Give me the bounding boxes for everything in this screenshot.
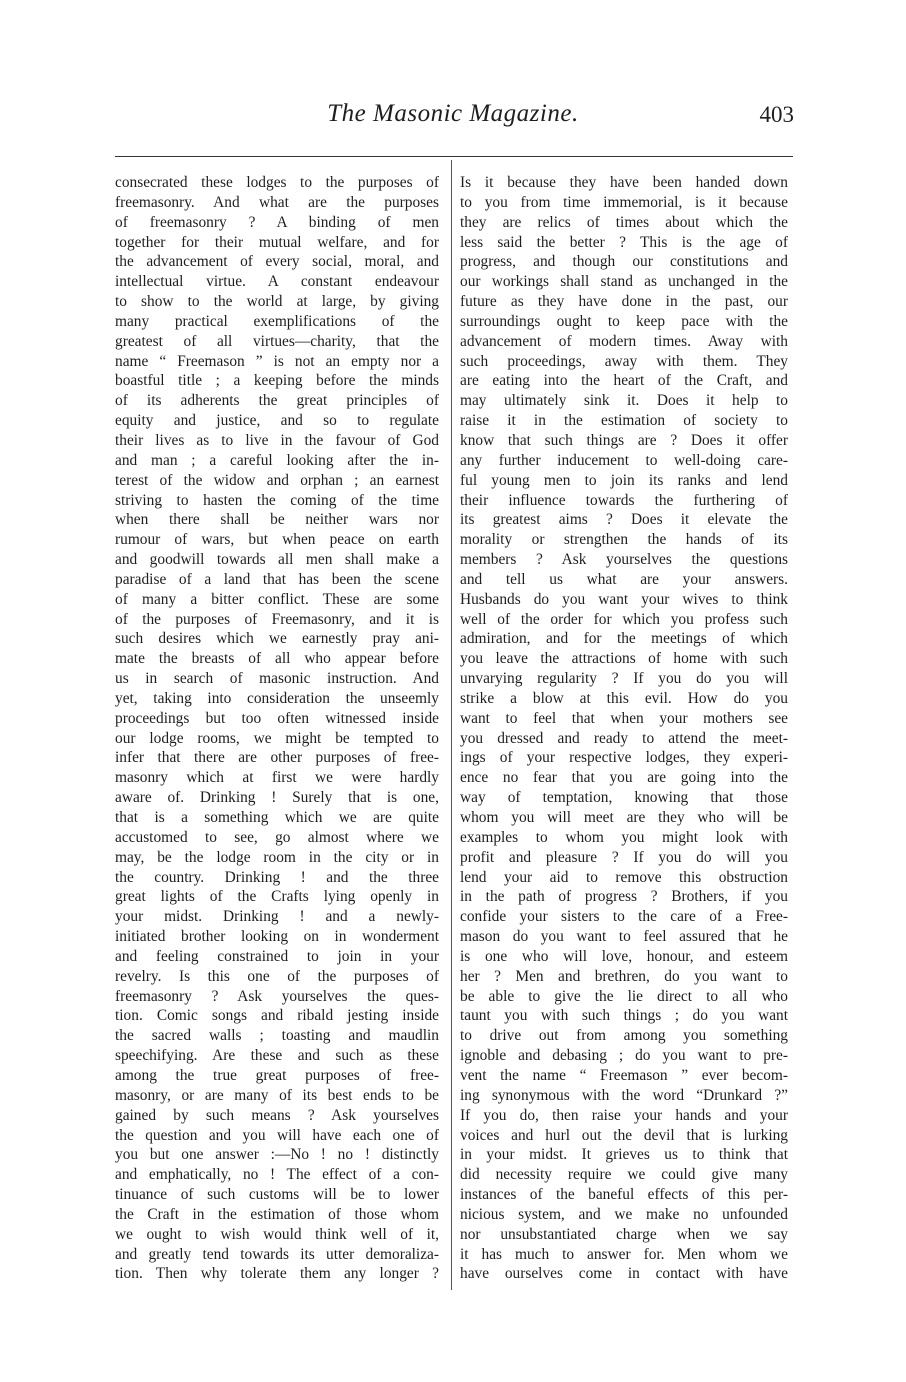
text-line: may ultimately sink it. Does it help to — [460, 392, 788, 410]
text-line: Is it because they have been handed down — [460, 174, 788, 191]
right-column — [460, 173, 788, 1284]
header-rule — [115, 156, 793, 157]
text-line: name “ Freemason ” is not an empty nor a — [115, 352, 439, 370]
text-line: the Craft in the estimation of those whom — [115, 1205, 439, 1223]
text-line: in your midst. It grieves us to think that — [460, 1146, 788, 1164]
text-line: to drive out from among you something — [460, 1027, 788, 1045]
text-line: lend your aid to remove this obstruction — [460, 868, 788, 886]
text-line: ing synonymous with the word “Drunkard ?” — [460, 1086, 788, 1104]
text-line: you leave the attractions of home with such — [460, 650, 788, 668]
text-line: strike a blow at this evil. How do you — [460, 689, 788, 707]
text-line: tion. Comic songs and ribald jesting inside — [115, 1007, 439, 1025]
text-line: accustomed to see, go almost where we — [115, 828, 439, 846]
text-line: voices and hurl out the devil that is lurking — [460, 1126, 788, 1144]
text-line: ings of your respective lodges, they experi- — [460, 749, 788, 767]
text-line: they are relics of times about which the — [460, 213, 788, 231]
text-line: the country. Drinking ! and the three — [115, 868, 439, 886]
text-line: when there shall be neither wars nor — [115, 511, 439, 529]
text-line: and greatly tend towards its utter demoraliza- — [115, 1245, 439, 1263]
text-line: paradise of a land that has been the scene — [115, 570, 439, 588]
text-line: its greatest aims ? Does it elevate the — [460, 511, 788, 529]
text-line: profit and pleasure ? If you do will you — [460, 848, 788, 866]
text-line: and emphatically, no ! The effect of a con- — [115, 1166, 439, 1184]
text-line: their influence towards the furthering of — [460, 491, 788, 509]
text-line: taunt you with such things ; do you want — [460, 1007, 788, 1025]
page-number: 403 — [759, 102, 794, 127]
text-line: progress, and though our constitutions and — [460, 253, 788, 271]
text-line: Husbands do you want your wives to think — [460, 590, 788, 608]
text-line: such proceedings, away with them. They — [460, 352, 788, 370]
text-line: equity and justice, and so to regulate — [115, 412, 439, 430]
text-line: ence no fear that you are going into the — [460, 769, 788, 787]
text-line: If you do, then raise your hands and your — [460, 1106, 788, 1124]
text-line: mason do you want to feel assured that he — [460, 928, 788, 946]
text-line: whom you will meet are they who will be — [460, 809, 788, 826]
text-line: of the purposes of Freemasonry, and it is — [115, 610, 439, 628]
text-line: in the path of progress ? Brothers, if you — [460, 888, 788, 906]
text-line: ful young men to join its ranks and lend — [460, 471, 788, 489]
text-line: speechifying. Are these and such as these — [115, 1047, 439, 1065]
text-line: and goodwill towards all men shall make a — [115, 551, 439, 569]
text-line: any further inducement to well-doing care- — [460, 451, 788, 469]
text-line: well of the order for which you profess such — [460, 610, 788, 628]
text-line: revelry. Is this one of the purposes of — [115, 967, 439, 985]
text-line: our lodge rooms, we might be tempted to — [115, 729, 439, 747]
text-line: you dressed and ready to attend the meet- — [460, 729, 788, 747]
text-line: consecrated these lodges to the purposes of — [115, 174, 439, 191]
text-line: raise it in the estimation of society to — [460, 412, 788, 430]
text-line: great lights of the Crafts lying openly in — [115, 888, 439, 906]
text-line: nor unsubstantiated charge when we say — [460, 1225, 788, 1243]
text-line: masonry which at first we were hardly — [115, 769, 439, 787]
text-line: mate the breasts of all who appear before — [115, 650, 439, 668]
text-line: did necessity require we could give many — [460, 1166, 788, 1184]
text-line: vent the name “ Freemason ” ever becom- — [460, 1066, 788, 1084]
text-line: initiated brother looking on in wonderment — [115, 928, 439, 946]
text-line: tinuance of such customs will be to lower — [115, 1186, 439, 1204]
text-line: and man ; a careful looking after the in- — [115, 451, 439, 469]
text-line: admiration, and for the meetings of which — [460, 630, 788, 648]
text-line: want to feel that when your mothers see — [460, 709, 788, 727]
text-line: the question and you will have each one of — [115, 1126, 439, 1144]
text-line: are eating into the heart of the Craft, and — [460, 372, 788, 390]
text-line: proceedings but too often witnessed inside — [115, 709, 439, 727]
text-line: intellectual virtue. A constant endeavour — [115, 273, 439, 291]
text-line: the sacred walls ; toasting and maudlin — [115, 1027, 439, 1045]
text-line: ignoble and debasing ; do you want to pre- — [460, 1047, 788, 1065]
page-title: The Masonic Magazine. — [327, 100, 579, 127]
text-line: boastful title ; a keeping before the minds — [115, 372, 439, 390]
text-line: may, be the lodge room in the city or in — [115, 848, 439, 866]
text-line: tion. Then why tolerate them any longer ? — [115, 1265, 439, 1283]
text-line: such desires which we earnestly pray ani- — [115, 630, 439, 648]
text-line: we ought to wish would think well of it, — [115, 1225, 439, 1243]
text-line: and tell us what are your answers. — [460, 570, 788, 588]
text-line: masonry, or are many of its best ends to be — [115, 1086, 439, 1104]
text-line: nicious system, and we make no unfounded — [460, 1205, 788, 1223]
text-line: unvarying regularity ? If you do you will — [460, 670, 788, 688]
running-header — [0, 96, 906, 136]
text-line: among the true great purposes of free- — [115, 1066, 439, 1084]
text-line: that is a something which we are quite — [115, 809, 439, 826]
text-line: her ? Men and brethren, do you want to — [460, 967, 788, 985]
text-line: terest of the widow and orphan ; an earnest — [115, 471, 439, 489]
text-line: you but one answer :—No ! no ! distinctly — [115, 1146, 439, 1164]
text-line: morality or strengthen the hands of its — [460, 531, 788, 549]
text-line: to show to the world at large, by giving — [115, 293, 439, 311]
text-line: examples to whom you might look with — [460, 828, 788, 846]
text-line: freemasonry. And what are the purposes — [115, 193, 439, 211]
text-line: striving to hasten the coming of the time — [115, 491, 439, 509]
text-line: instances of the baneful effects of this per- — [460, 1186, 788, 1204]
text-line: members ? Ask yourselves the questions — [460, 551, 788, 569]
text-line: their lives as to live in the favour of God — [115, 431, 439, 449]
text-line: advancement of modern times. Away with — [460, 332, 788, 350]
text-line: way of temptation, knowing that those — [460, 789, 788, 807]
text-line: freemasonry ? Ask yourselves the ques- — [115, 987, 439, 1005]
text-line: the advancement of every social, moral, and — [115, 253, 439, 271]
text-line: know that such things are ? Does it offer — [460, 431, 788, 449]
text-line: is one who will love, honour, and esteem — [460, 947, 788, 965]
text-line: our workings shall stand as unchanged in the — [460, 273, 788, 291]
text-line: many practical exemplifications of the — [115, 312, 439, 330]
text-line: of its adherents the great principles of — [115, 392, 439, 410]
text-line: it has much to answer for. Men whom we — [460, 1245, 788, 1263]
text-line: and feeling constrained to join in your — [115, 947, 439, 965]
text-line: gained by such means ? Ask yourselves — [115, 1106, 439, 1124]
text-line: greatest of all virtues—charity, that the — [115, 332, 439, 350]
text-line: to you from time immemorial, is it because — [460, 193, 788, 211]
text-line: be able to give the lie direct to all who — [460, 987, 788, 1005]
text-line: rumour of wars, but when peace on earth — [115, 531, 439, 549]
text-line: together for their mutual welfare, and for — [115, 233, 439, 251]
column-divider — [451, 160, 452, 1290]
text-line: confide your sisters to the care of a Free- — [460, 908, 788, 926]
text-line: infer that there are other purposes of free- — [115, 749, 439, 767]
text-line: your midst. Drinking ! and a newly- — [115, 908, 439, 926]
text-line: us in search of masonic instruction. And — [115, 670, 439, 688]
left-column — [115, 173, 439, 1284]
text-line: have ourselves come in contact with have — [460, 1265, 788, 1283]
text-line: less said the better ? This is the age of — [460, 233, 788, 251]
text-line: surroundings ought to keep pace with the — [460, 312, 788, 330]
text-line: of freemasonry ? A binding of men — [115, 213, 439, 231]
text-line: aware of. Drinking ! Surely that is one, — [115, 789, 439, 807]
text-line: future as they have done in the past, our — [460, 293, 788, 311]
text-line: yet, taking into consideration the unseemly — [115, 689, 439, 707]
text-line: of many a bitter conflict. These are some — [115, 590, 439, 608]
